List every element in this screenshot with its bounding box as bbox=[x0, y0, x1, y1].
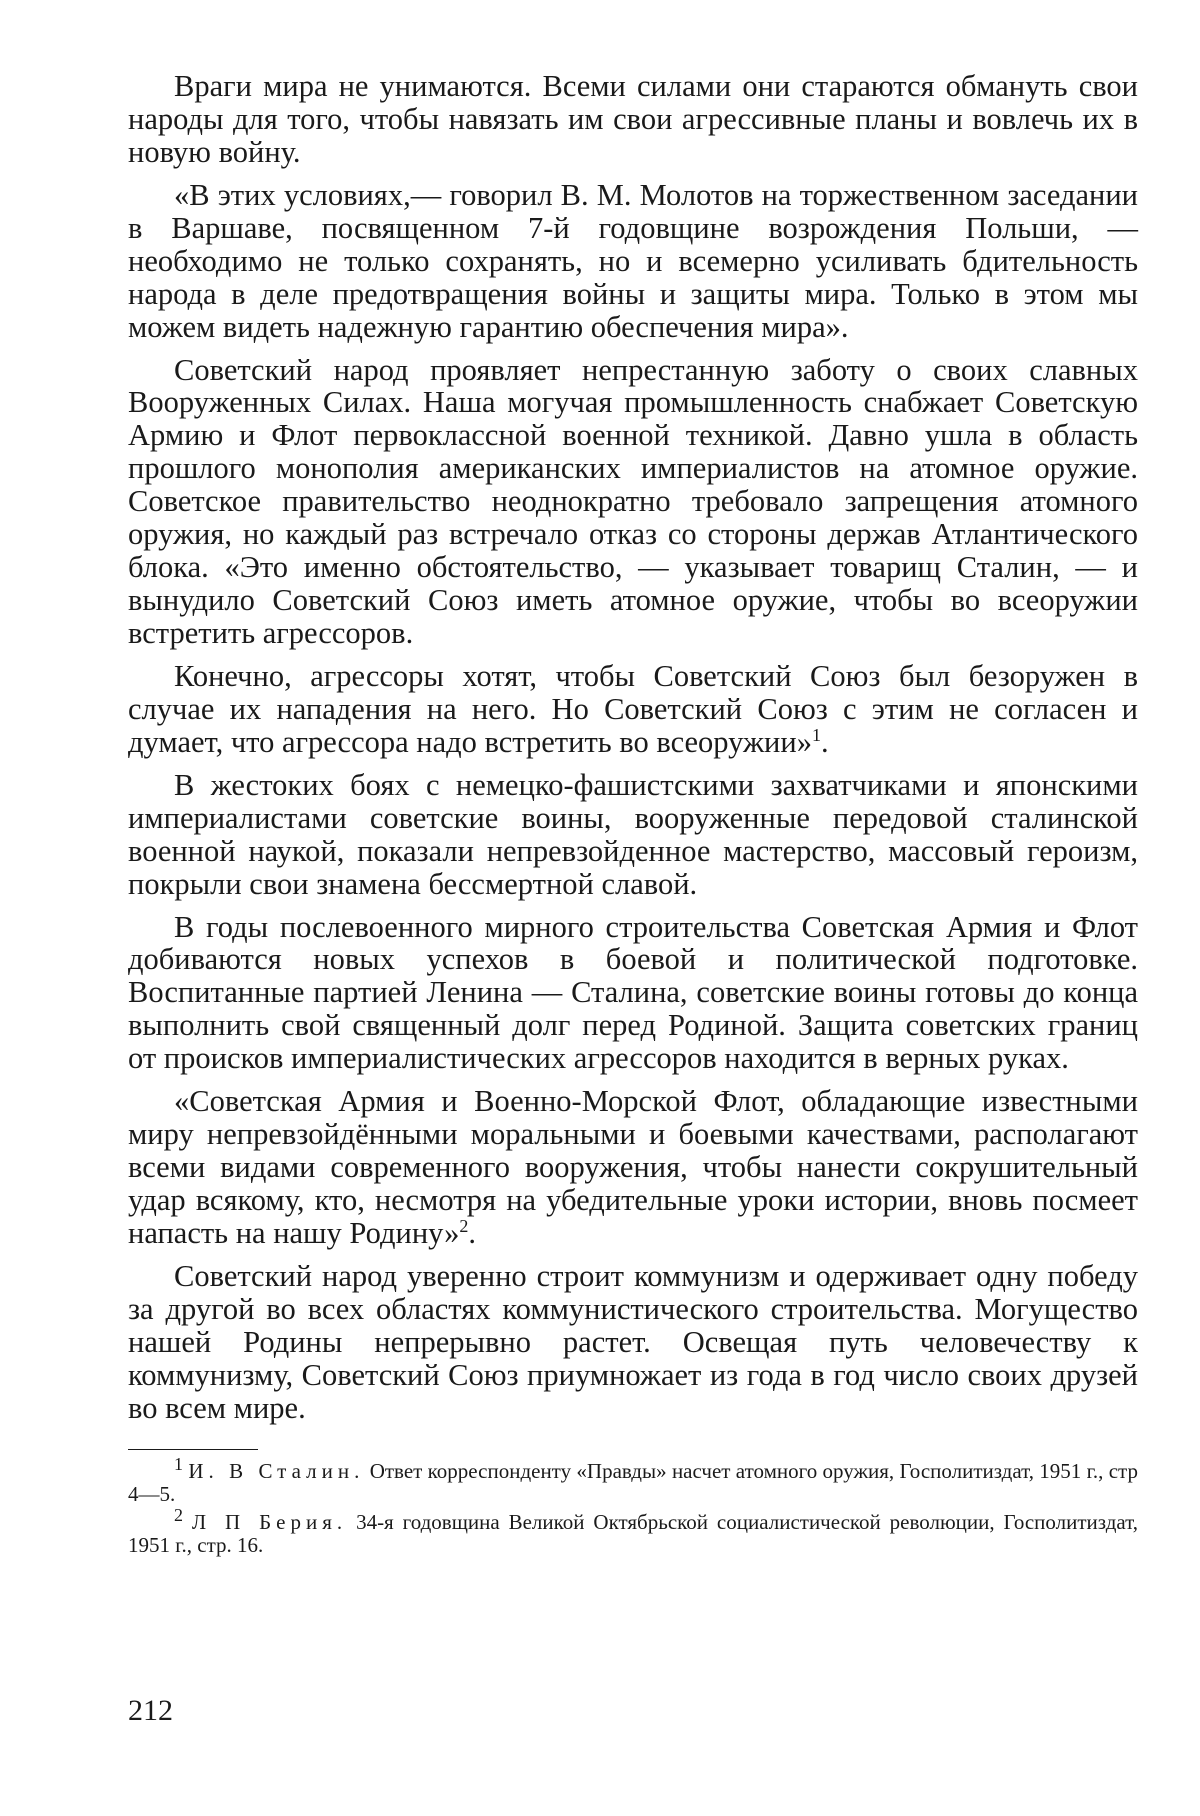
paragraph-7-end: . bbox=[468, 1215, 477, 1250]
footnote-1-author: И. В Сталин. bbox=[188, 1458, 365, 1483]
footnote-1 bbox=[128, 1453, 1138, 1507]
footnote-2-mark: 2 bbox=[174, 1504, 183, 1525]
footnote-ref-1: 1 bbox=[811, 724, 821, 745]
footnote-ref-2: 2 bbox=[459, 1215, 469, 1236]
paragraph-4 bbox=[128, 660, 1138, 759]
book-page bbox=[128, 70, 1138, 1562]
footnote-2-author: Л П Берия. bbox=[191, 1509, 348, 1534]
paragraph-8: Советский народ уверенно строит коммунизм и одерживает одну победу за другой во всех областях коммунистического строительства. Могущество нашей Родины непрерывно растет. Освещая путь человечеству к коммунизму, Советский Союз приумножает из года в год число своих друзей во всем мире. bbox=[128, 1258, 1138, 1425]
footnote-divider bbox=[128, 1449, 258, 1450]
paragraph-4-text: Конечно, агрессоры хотят, чтобы Советский Союз был безоружен в случае их нападения на него. Но Советский Союз с этим не согласен и думает, что агрессора надо встретить во всеоружии» bbox=[128, 658, 1138, 759]
footnote-2 bbox=[128, 1504, 1138, 1558]
paragraph-3: Советский народ проявляет непрестанную заботу о своих славных Вооруженных Силах. Наша могучая промышленность снабжает Советскую Армию и Флот первоклассной военной техникой. Давно ушла в область прошлого монополия американских империалистов на атомное оружие. Советское правительство неоднократно требовало запрещения атомного оружия, но каждый раз встречало отказ со стороны держав Атлантического блока. «Это именно обстоятельство, — указывает товарищ Сталин, — и вынудило Советский Союз иметь атомное оружие, чтобы во всеоружии встретить агрессоров. bbox=[128, 352, 1138, 650]
paragraph-6: В годы послевоенного мирного строительства Советская Армия и Флот добиваются новых успехов в боевой и политической подготовке. Воспитанные партией Ленина — Сталина, советские воины готовы до конца выполнить свой священный долг перед Родиной. Защита советских границ от происков империалистических агрессоров находится в верных руках. bbox=[128, 909, 1138, 1076]
paragraph-7-text: «Советская Армия и Военно-Морской Флот, обладающие известными миру непревзойдёнными моральными и боевыми качествами, располагают всеми видами современного вооружения, чтобы нанести сокрушительный удар всякому, кто, несмотря на убедительные уроки истории, вновь посмеет напасть на нашу Родину» bbox=[128, 1084, 1138, 1250]
paragraph-2: «В этих условиях,— говорил В. М. Молотов на торжественном заседании в Варшаве, посвященном 7-й годовщине возрождения Польши, — необходимо не только сохранять, но и всемерно усиливать бдительность народа в деле предотвращения войны и защиты мира. Только в этом мы можем видеть надежную гарантию обеспечения мира». bbox=[128, 177, 1138, 344]
paragraph-1: Враги мира не унимаются. Всеми силами они стараются обмануть свои народы для того, чтобы навязать им свои агрессивные планы и вовлечь их в новую войну. bbox=[128, 69, 1138, 169]
paragraph-5: В жестоких боях с немецко-фашистскими захватчиками и японскими империалистами советские воины, вооруженные передовой сталинской военной наукой, показали непревзойденное мастерство, массовый героизм, покрыли свои знамена бессмертной славой. bbox=[128, 767, 1138, 901]
footnote-1-mark: 1 bbox=[174, 1453, 183, 1474]
paragraph-7 bbox=[128, 1085, 1138, 1250]
footnote-1-text: Ответ корреспонденту «Правды» насчет атомного оружия, Госполитиздат, 1951 г., стр 4—5. bbox=[128, 1458, 1138, 1507]
paragraph-4-end: . bbox=[820, 724, 829, 759]
footnote-2-text: 34-я годовщина Великой Октябрьской социалистической революции, Госполитиздат, 1951 г., стр. 16. bbox=[128, 1509, 1138, 1558]
page-number: 212 bbox=[128, 1694, 173, 1727]
